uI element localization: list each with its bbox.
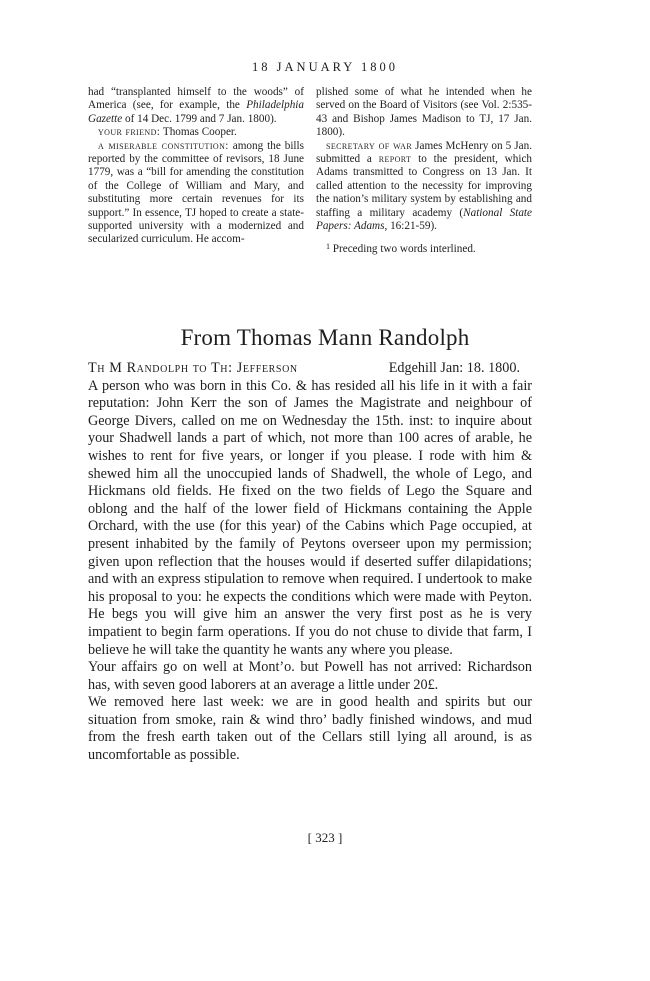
note-paragraph [88,140,304,247]
note-text: had “transplanted himself to the woods” of America (see, for example, the [88,86,304,112]
note-italic-title: Philadelphia Gazette [88,99,304,125]
notes-right-column [316,86,532,257]
footnote-text: Preceding two words interlined. [330,243,476,256]
note-text: Thomas Cooper. [160,126,237,139]
letter-title: From Thomas Mann Randolph [180,325,470,350]
editorial-notes [88,86,532,257]
note-paragraph [316,140,532,234]
letter-body [88,360,532,765]
dateline: Edgehill Jan: 18. 1800. [388,360,520,376]
note-italic-title: National State Papers: Adams [316,206,532,233]
note-text: to the president, which Adams transmitted to Congress on 13 Jan. It called attention to the necessity for improving the nation’s military system by establishing and staffing a military academy ( [316,153,533,219]
salutation: Th M Randolph to Th: Jefferson [88,360,298,376]
note-keyword: your friend: [98,126,161,139]
note-text: among the bills reported by the committee of revisors, 18 June 1779, was a “bill for amending the constitution of the College of William and Mary, and substituting more certain revenues for its support.” In essence, TJ hoped to create a state-supported university with a modernized and secularized curriculum. He accom- [88,139,305,246]
note-text: James McHenry on 5 Jan. submitted a [316,139,533,166]
letter-paragraph: Your affairs go on well at Mont’o. but Powell has not arrived: Richardson has, with seven good laborers at an average a little under 20£. [88,659,532,693]
letter-header [88,360,532,378]
footnote [316,240,532,256]
note-keyword: report [378,153,412,166]
letter-paragraph: We removed here last week: we are in good health and spirits but our situation from smoke, rain & wind thro’ badly finished windows, and mud from the fresh earth taken out of the Cellars still lying all around, is as uncomfortable as possible. [88,694,532,764]
running-head: 18 JANUARY 1800 [252,60,398,74]
footnote-mark: 1 [326,242,330,252]
note-keyword: secretary of war [326,139,413,152]
letter-paragraph: A person who was born in this Co. & has resided all his life in it with a fair reputation: John Kerr the son of James the Magistrate and neighbour of George Divers, called on me on Wednesday the 15th. inst: to inquire about your Shadwell lands a part of which, not more than 100 acres of arable, he wishes to rent for five years, or longer if you please. I rode with him & shewed him all the unoccupied lands of Shadwell, the whole of Lego, and Hickmans old fields. He fixed on the two fields of Lego the Square and oblong and the half of the lower field of Hickmans containing the Apple Orchard, with the use (for this year) of the Cabins which Page occupied, at present inhabited by the family of Peytons overseer upon my permission; given upon reflection that the houses would if deserted suffer dilapidations; and with an express stipulation to remove when required. I undertook to make his proposal to you: he expects the conditions which were made with Peyton. He begs you will give him an answer the very first post as he is very impatient to begin farm operations. If you do not chuse to divide that farm, I believe he will take the quantity he wants any where you please. [88,377,532,658]
page-number: [ 323 ] [307,830,343,845]
notes-left-column [88,86,304,257]
note-paragraph: plished some of what he intended when he served on the Board of Visitors (see Vol. 2:535-43 and Bishop James Madison to TJ, 17 Jan. 1800). [316,86,532,139]
note-text: , 16:21-59). [384,220,437,233]
note-paragraph [88,86,304,126]
note-keyword: a miserable constitution: [98,139,229,152]
note-paragraph [88,126,304,139]
note-text: of 14 Dec. 1799 and 7 Jan. 1800). [122,112,277,125]
